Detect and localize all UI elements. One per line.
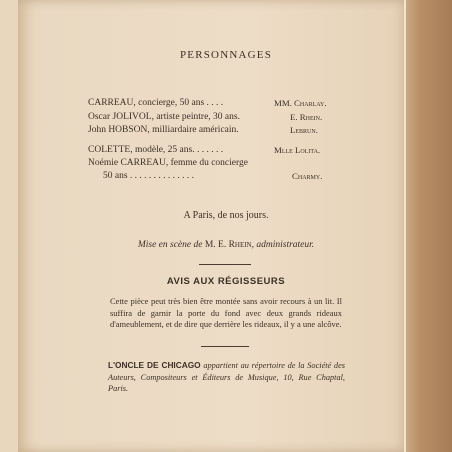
avis-paragraph: Cette pièce peut très bien être montée sans avoir recours à un lit. Il suffira de garnir la porte du fond avec deux grands rideaux d'ameublement, et de dire que derrière les rideaux, il y a une alcôve. <box>110 296 342 329</box>
cast-role-4: COLETTE, modèle, 25 ans. . . . . . . <box>88 145 224 155</box>
cast-actor-6: Charmy. <box>292 171 323 181</box>
divider-rule <box>199 264 251 265</box>
cast-role-3: John HOBSON, milliardaire américain. <box>88 125 239 135</box>
cast-actor-1: MM. Charlay. <box>274 98 327 108</box>
rights-paragraph <box>108 360 345 395</box>
mise-en-scene-suffix: , administrateur. <box>251 240 315 250</box>
cast-role-2: Oscar JOLIVOL, artiste peintre, 30 ans. <box>88 112 240 122</box>
cast-actor-3: Lebrun. <box>290 125 318 135</box>
page-heading: PERSONNAGES <box>179 49 273 61</box>
mise-en-scene-line <box>0 240 452 250</box>
cast-role-5: Noémie CARREAU, femme du concierge <box>88 158 248 168</box>
mise-en-scene-prefix: Mise en scène de <box>137 240 205 250</box>
divider-rule-2 <box>201 346 249 347</box>
cast-role-1: CARREAU, concierge, 50 ans . . . . <box>88 98 224 108</box>
rights-text: appartient au répertoire de la Société des Auteurs, Compositeurs et Éditeurs de Musique, 10, Rue Chaptal, Paris. <box>108 361 345 393</box>
rights-title: L'ONCLE DE CHICAGO <box>108 360 201 370</box>
avis-title: AVIS AUX RÉGISSEURS <box>166 276 286 287</box>
mise-en-scene-name: M. E. Rhein <box>204 240 252 250</box>
setting-line: A Paris, de nos jours. <box>183 210 269 221</box>
book-spine <box>406 0 452 452</box>
cast-actor-4: Mlle Lolita. <box>274 145 321 155</box>
cast-actor-2: E. Rhein. <box>290 112 323 122</box>
cast-role-6: 50 ans . . . . . . . . . . . . . . <box>103 171 195 181</box>
